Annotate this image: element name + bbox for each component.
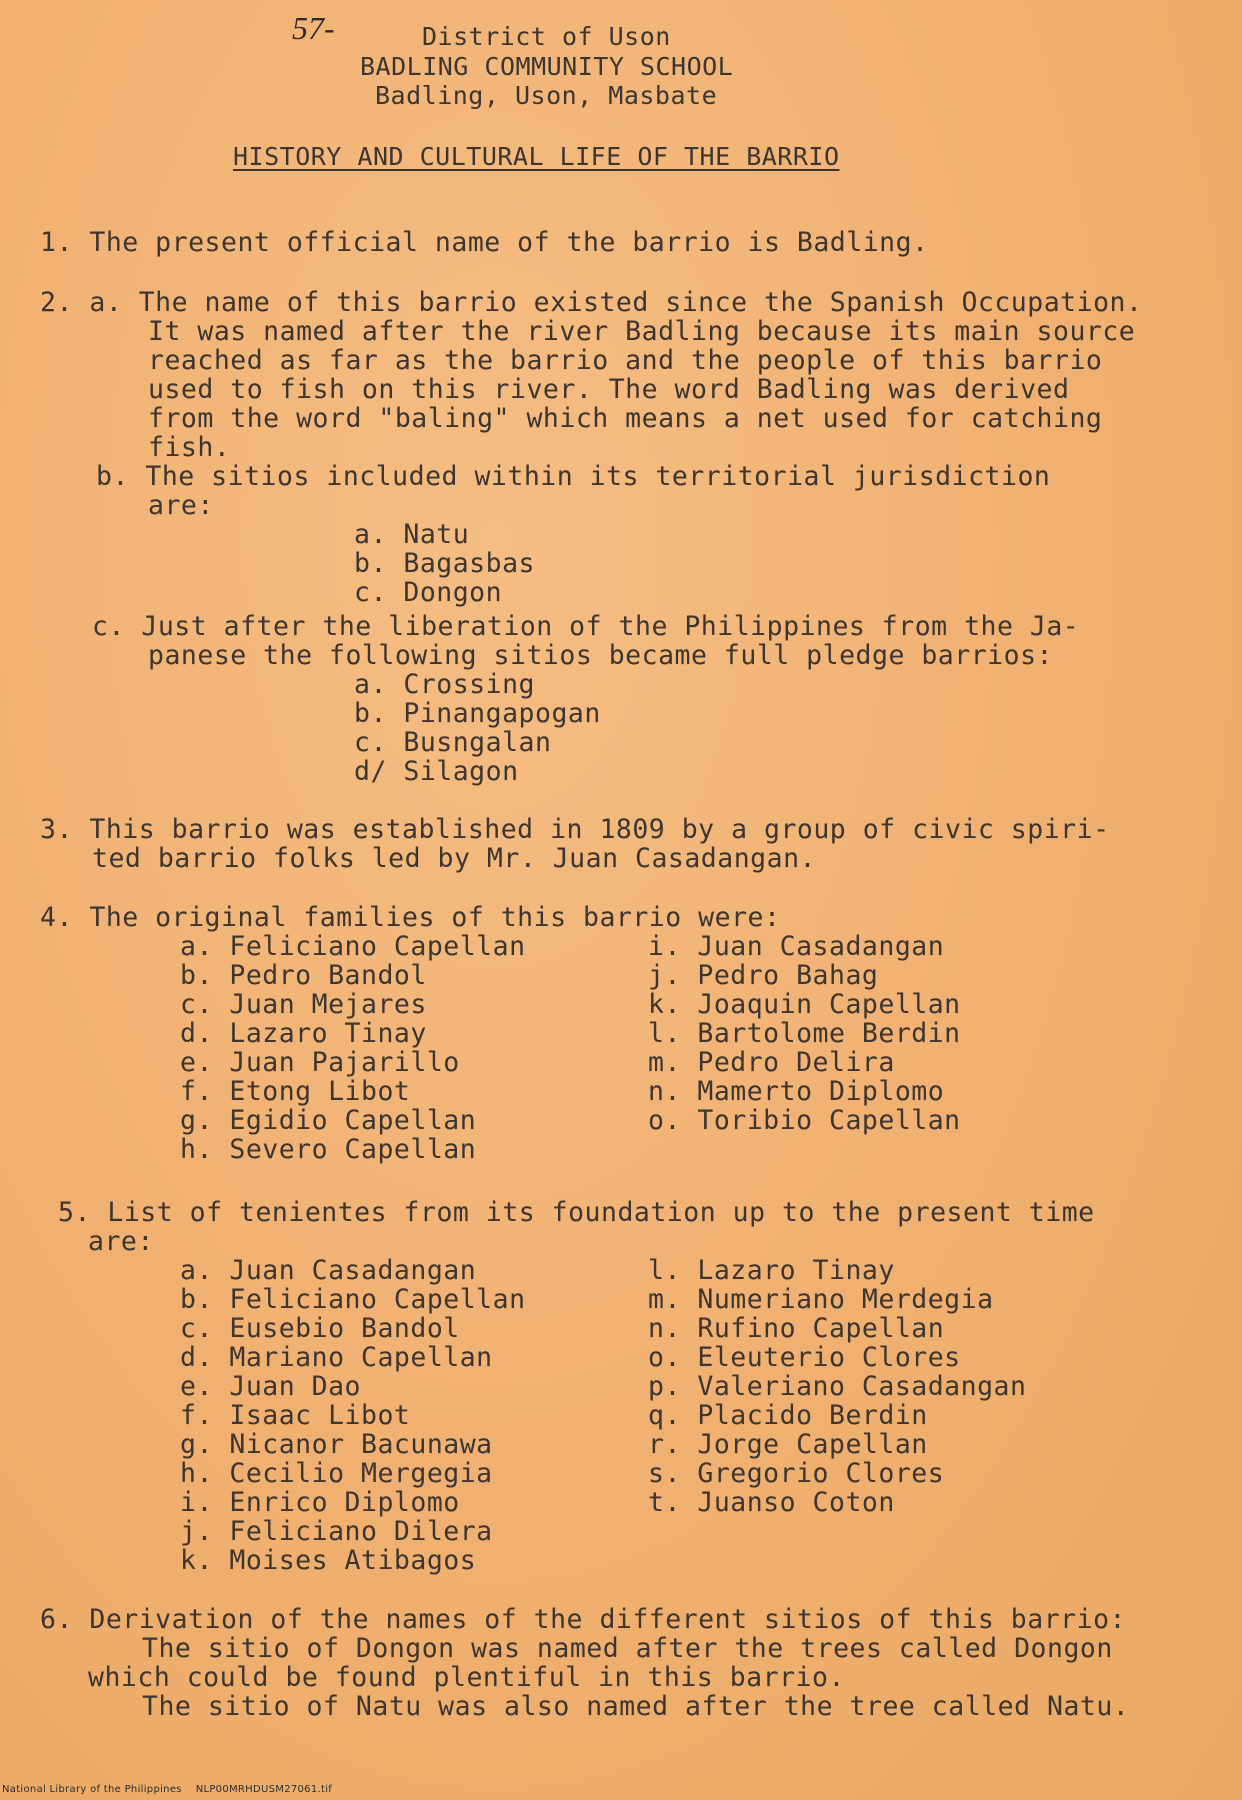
paragraph-line: 2. a. The name of this barrio existed since the Spanish Occupation. bbox=[40, 287, 1143, 318]
section-intro: 5. List of tenientes from its foundation up to the present time bbox=[58, 1197, 1095, 1228]
list-item: f. Isaac Libot bbox=[180, 1400, 411, 1431]
list-item: a. Crossing bbox=[354, 669, 535, 700]
list-item: t. Juanso Coton bbox=[648, 1487, 895, 1518]
school-name: BADLING COMMUNITY SCHOOL bbox=[360, 52, 734, 81]
list-item: b. Pedro Bandol bbox=[180, 960, 427, 991]
section-intro: are: bbox=[88, 1226, 154, 1257]
section-intro: 4. The original families of this barrio were: bbox=[40, 902, 781, 933]
list-item: e. Juan Dao bbox=[180, 1371, 361, 1402]
list-item: j. Pedro Bahag bbox=[648, 960, 879, 991]
list-item: e. Juan Pajarillo bbox=[180, 1047, 460, 1078]
paragraph-line: panese the following sitios became full pledge barrios: bbox=[148, 640, 1053, 671]
list-item: g. Egidio Capellan bbox=[180, 1105, 477, 1136]
list-item: l. Bartolome Berdin bbox=[648, 1018, 961, 1049]
list-item: c. Dongon bbox=[354, 577, 503, 608]
list-item: c. Juan Mejares bbox=[180, 989, 427, 1020]
list-item: c. Busngalan bbox=[354, 727, 552, 758]
page-number: 57- bbox=[292, 10, 335, 46]
list-item: c. Eusebio Bandol bbox=[180, 1313, 460, 1344]
school-address: Badling, Uson, Masbate bbox=[375, 81, 718, 110]
list-item: j. Feliciano Dilera bbox=[180, 1516, 493, 1547]
list-item: p. Valeriano Casadangan bbox=[648, 1371, 1027, 1402]
list-item: i. Enrico Diplomo bbox=[180, 1487, 460, 1518]
paragraph-line: It was named after the river Badling because its main source bbox=[148, 316, 1136, 347]
item-1-text: 1. The present official name of the barrio is Badling. bbox=[40, 227, 929, 258]
paragraph-line: fish. bbox=[148, 432, 231, 463]
list-item: l. Lazaro Tinay bbox=[648, 1255, 895, 1286]
list-item: a. Natu bbox=[354, 519, 470, 550]
scan-footer: National Library of the Philippines NLP00MRHDUSM27061.tif bbox=[2, 1784, 333, 1795]
list-item: o. Eleuterio Clores bbox=[648, 1342, 961, 1373]
paragraph-line: 3. This barrio was established in 1809 by a group of civic spiri- bbox=[40, 814, 1110, 845]
list-item: a. Feliciano Capellan bbox=[180, 931, 526, 962]
paragraph-line: The sitio of Dongon was named after the trees called Dongon bbox=[142, 1633, 1113, 1664]
list-item: f. Etong Libot bbox=[180, 1076, 411, 1107]
paragraph-line: used to fish on this river. The word Badling was derived bbox=[148, 374, 1070, 405]
paragraph-line: 6. Derivation of the names of the different sitios of this barrio: bbox=[40, 1604, 1126, 1635]
list-item: d. Lazaro Tinay bbox=[180, 1018, 427, 1049]
paragraph-line: The sitio of Natu was also named after the tree called Natu. bbox=[142, 1691, 1130, 1722]
list-item: a. Juan Casadangan bbox=[180, 1255, 477, 1286]
list-item: k. Moises Atibagos bbox=[180, 1545, 477, 1576]
list-item: b. Bagasbas bbox=[354, 548, 535, 579]
district-heading: District of Uson bbox=[422, 22, 671, 51]
list-item: d/ Silagon bbox=[354, 756, 519, 787]
list-item: s. Gregorio Clores bbox=[648, 1458, 945, 1489]
list-item: b. Feliciano Capellan bbox=[180, 1284, 526, 1315]
list-item: d. Mariano Capellan bbox=[180, 1342, 493, 1373]
list-item: b. Pinangapogan bbox=[354, 698, 601, 729]
list-item: k. Joaquin Capellan bbox=[648, 989, 961, 1020]
document-title: HISTORY AND CULTURAL LIFE OF THE BARRIO bbox=[233, 142, 840, 171]
list-item: m. Numeriano Merdegia bbox=[648, 1284, 994, 1315]
paragraph-line: reached as far as the barrio and the people of this barrio bbox=[148, 345, 1103, 376]
list-item: h. Severo Capellan bbox=[180, 1134, 477, 1165]
paragraph-line: from the word "baling" which means a net used for catching bbox=[148, 403, 1103, 434]
list-item: q. Placido Berdin bbox=[648, 1400, 928, 1431]
list-item: r. Jorge Capellan bbox=[648, 1429, 928, 1460]
list-item: g. Nicanor Bacunawa bbox=[180, 1429, 493, 1460]
paragraph-line: c. Just after the liberation of the Philippines from the Ja- bbox=[92, 611, 1080, 642]
list-item: n. Mamerto Diplomo bbox=[648, 1076, 945, 1107]
list-item: o. Toribio Capellan bbox=[648, 1105, 961, 1136]
paragraph-line: are: bbox=[148, 490, 214, 521]
paragraph-line: which could be found plentiful in this barrio. bbox=[88, 1662, 845, 1693]
paragraph-line: ted barrio folks led by Mr. Juan Casadangan. bbox=[92, 843, 816, 874]
list-item: m. Pedro Delira bbox=[648, 1047, 895, 1078]
list-item: n. Rufino Capellan bbox=[648, 1313, 945, 1344]
list-item: i. Juan Casadangan bbox=[648, 931, 945, 962]
list-item: h. Cecilio Mergegia bbox=[180, 1458, 493, 1489]
paragraph-line: b. The sitios included within its territorial jurisdiction bbox=[96, 461, 1051, 492]
